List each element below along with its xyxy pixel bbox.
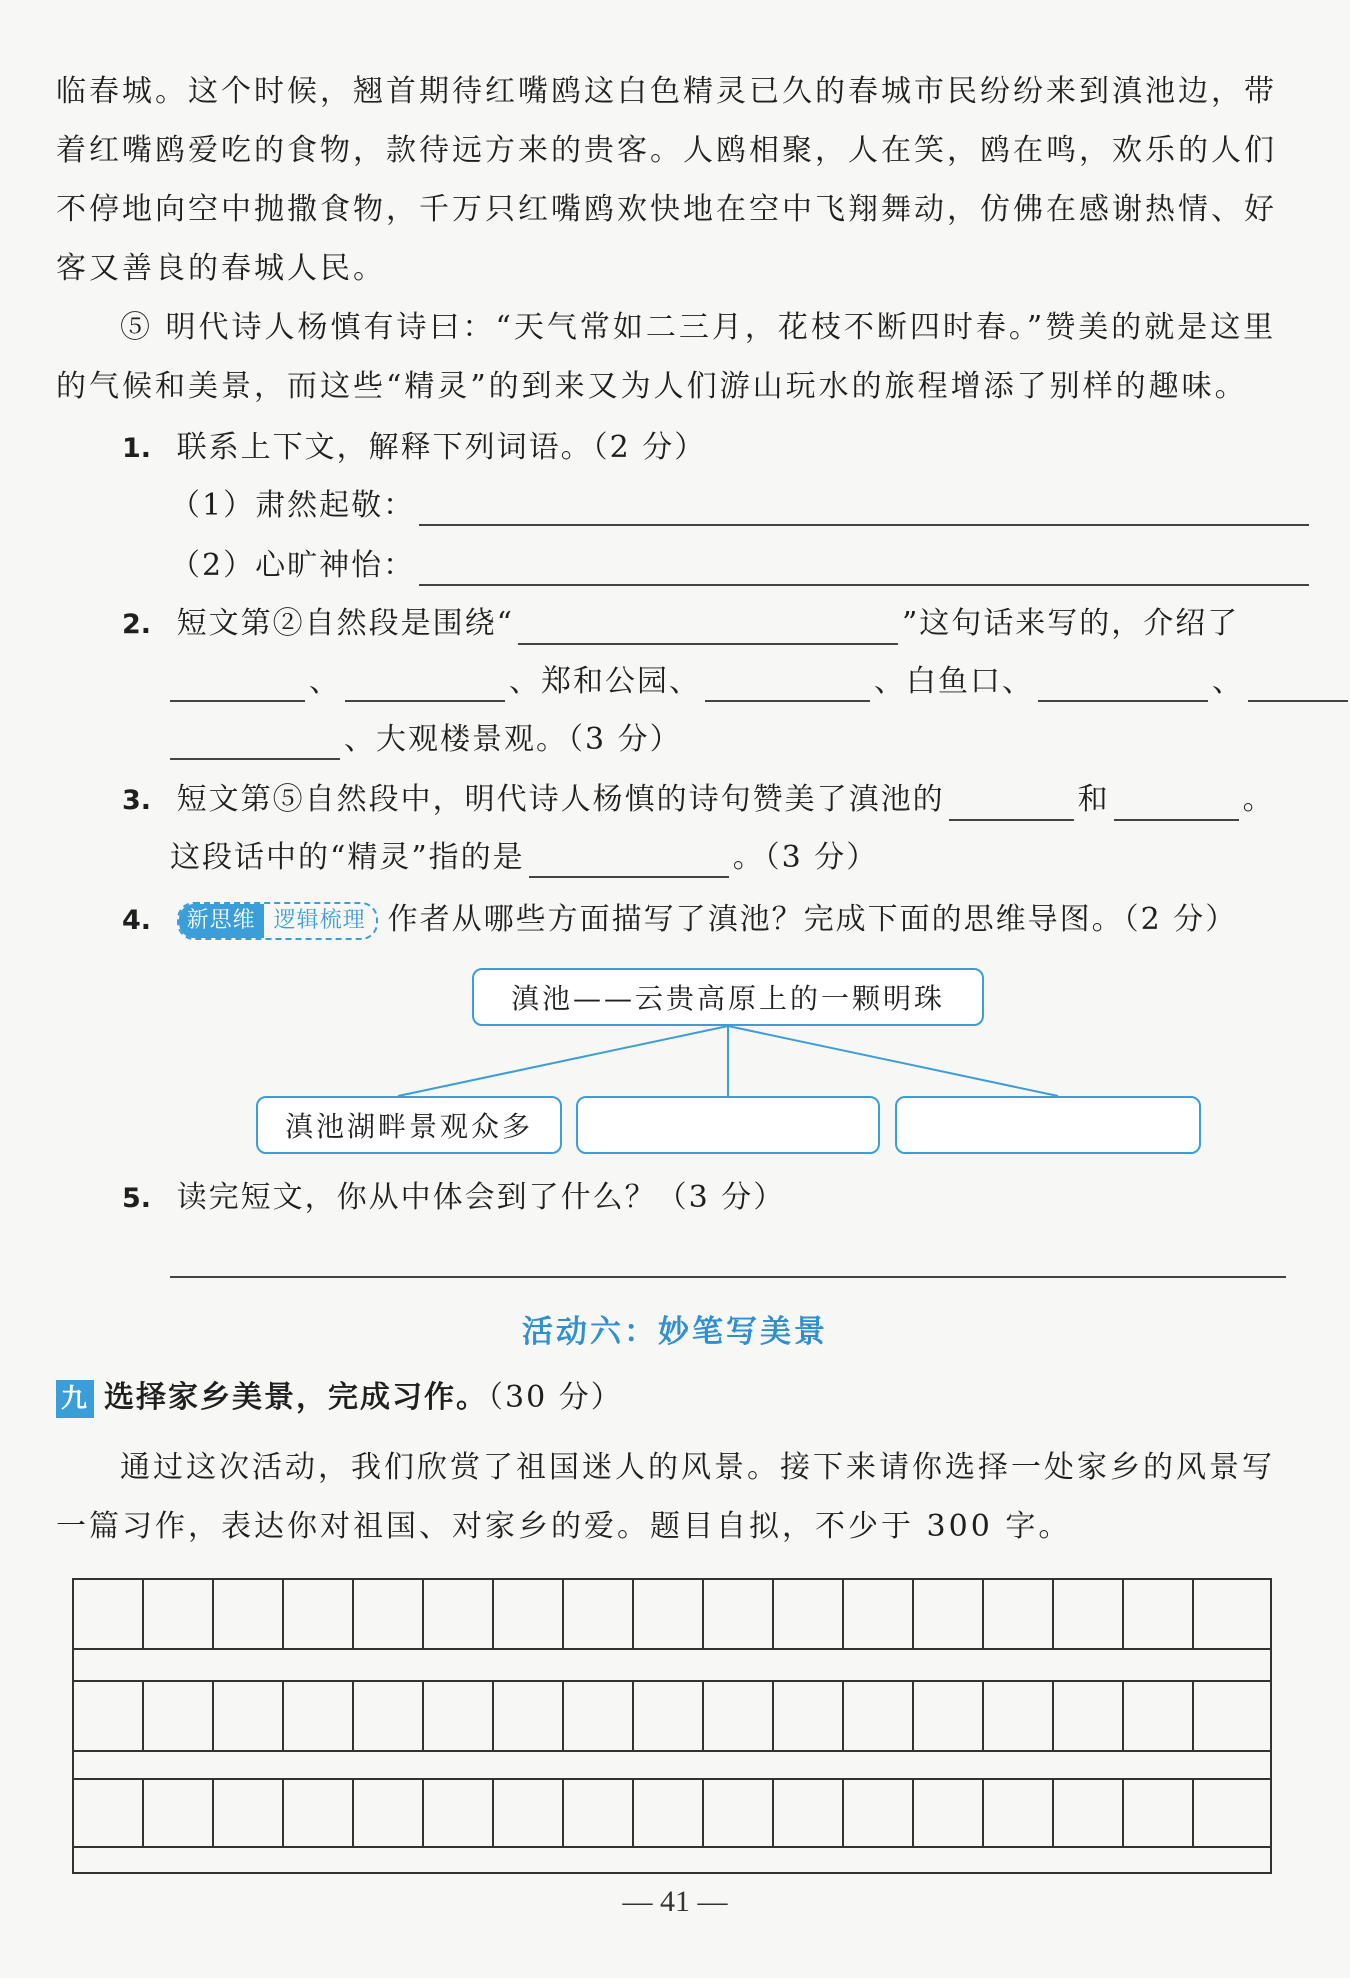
grid-cell [1123,1779,1193,1847]
grid-cell [773,1779,843,1847]
q2-text-2: ”这句话来写的，介绍了 [901,606,1240,641]
grid-cell [1053,1579,1123,1649]
grid-cell [143,1579,213,1649]
section-badge: 九 [56,1380,94,1418]
grid-cell [703,1579,773,1649]
q1-item-2-label: （2）心旷神怡： [170,548,416,583]
grid-cell [1193,1681,1271,1751]
section-9-instructions: 通过这次活动，我们欣赏了祖国迷人的风景。接下来请你选择一处家乡的风景写一篇习作，表达你对祖国、对家乡的爱。题目自拟，不少于 300 字。 [56,1450,1275,1544]
grid-cell [353,1779,423,1847]
grid-cell [563,1681,633,1751]
q1-item-1-label: （1）肃然起敬： [170,488,416,523]
grid-cell [703,1681,773,1751]
grid-cell [423,1681,493,1751]
question-text: 作者从哪些方面描写了滇池？完成下面的思维导图。（2 分） [387,902,1238,937]
grid-cell [143,1681,213,1751]
q3-line-2: 这段话中的“精灵”指的是 。（3 分） [170,838,878,878]
mind-map-root: 滇池——云贵高原上的一颗明珠 [472,968,984,1026]
q2-line-2: 、 、郑和公园、 、白鱼口、 、 [170,662,1350,702]
grid-cell [213,1579,283,1649]
grid-cell [1053,1681,1123,1751]
grid-cell [703,1779,773,1847]
grid-cell [493,1579,563,1649]
grid-cell [983,1579,1053,1649]
page-number: — 41 — [622,1885,728,1918]
grid-cell [73,1681,143,1751]
question-text: 联系上下文，解释下列词语。（2 分） [176,430,707,465]
grid-cell [143,1779,213,1847]
grid-cell [493,1681,563,1751]
grid-cell [283,1681,353,1751]
question-3: 3. 短文第⑤自然段中，明代诗人杨慎的诗句赞美了滇池的 和 。 [122,780,1275,821]
question-number: 2. [122,609,152,640]
grid-cell [1123,1579,1193,1649]
grid-cell [1053,1779,1123,1847]
grid-cell [983,1779,1053,1847]
grid-cell [913,1579,983,1649]
passage-paragraph-4: 临春城。这个时候，翘首期待红嘴鸥这白色精灵已久的春城市民纷纷来到滇池边，带着红嘴鸥爱吃的食物，款待远方来的贵客。人鸥相聚，人在笑，鸥在鸣，欢乐的人们不停地向空中抛撒食物，千万只红嘴鸥欢快地在空中飞翔舞动，仿佛在感谢热情、好客又善良的春城人民。 [56,74,1277,286]
grid-cell [773,1681,843,1751]
q2-line-3: 、大观楼景观。（3 分） [170,720,682,760]
grid-cell [633,1779,703,1847]
grid-gap-strip [73,1751,1271,1779]
grid-cell [353,1579,423,1649]
grid-cell [563,1579,633,1649]
grid-cell [913,1681,983,1751]
question-number: 4. [122,905,152,936]
mind-map-branch-3-blank[interactable] [895,1096,1201,1154]
grid-cell [913,1779,983,1847]
question-number: 3. [122,785,152,816]
new-thinking-tag: 新思维 逻辑梳理 [177,902,378,940]
section-title: 选择家乡美景，完成习作。 [104,1380,488,1415]
passage-paragraph-5: ⑤ 明代诗人杨慎有诗曰：“天气常如二三月，花枝不断四时春。”赞美的就是这里的气候和美景，而这些“精灵”的到来又为人们游山玩水的旅程增添了别样的趣味。 [56,310,1277,404]
grid-cell [843,1681,913,1751]
grid-cell [1193,1579,1271,1649]
grid-cell [633,1681,703,1751]
grid-cell [493,1779,563,1847]
section-9-heading [56,1378,623,1418]
grid-cell [983,1681,1053,1751]
grid-cell [773,1579,843,1649]
section-score: （30 分） [488,1380,623,1415]
grid-gap-strip [73,1847,1271,1873]
grid-cell [843,1579,913,1649]
grid-cell [213,1681,283,1751]
activity-title: 活动六：妙笔写美景 [522,1314,828,1350]
grid-cell [563,1779,633,1847]
grid-cell [73,1779,143,1847]
q2-text-1: 短文第②自然段是围绕“ [176,606,514,641]
grid-cell [1123,1681,1193,1751]
grid-gap-strip [73,1649,1271,1681]
mind-map-branch-2-blank[interactable] [576,1096,880,1154]
grid-cell [213,1779,283,1847]
question-number: 5. [122,1183,152,1214]
question-number: 1. [122,433,152,464]
grid-cell [353,1681,423,1751]
grid-cell [633,1579,703,1649]
question-text: 读完短文，你从中体会到了什么？（3 分） [176,1180,786,1215]
question-5 [122,1178,785,1219]
grid-cell [423,1779,493,1847]
grid-cell [843,1779,913,1847]
grid-cell [423,1579,493,1649]
mind-map-branch-1: 滇池湖畔景观众多 [256,1096,562,1154]
writing-grid[interactable] [72,1578,1272,1878]
grid-cell [1193,1779,1271,1847]
grid-cell [283,1579,353,1649]
grid-cell [283,1779,353,1847]
grid-cell [73,1579,143,1649]
q5-answer-line[interactable] [170,1276,1286,1278]
